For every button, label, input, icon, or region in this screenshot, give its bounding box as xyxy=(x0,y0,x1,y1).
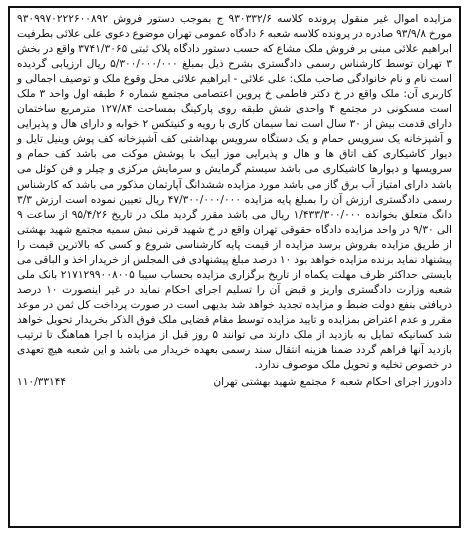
notice-signature: دادورز اجرای احکام شعبه ۶ مجتمع شهید بهشتی تهران xyxy=(213,376,452,389)
notice-body: مزایده اموال غیر منقول پرونده کلاسه ۹۳۰۳۳۲/۶ ج بموجب دستور فروش ۹۳۰۹۹۷۰۲۲۲۶۰۰۸۹۲ مورخ ۹۳/۹/۸ صادره در پرونده کلاسه شعبه ۶ دادگاه عمومی تهران موضوع دعوی علی علائی بطرفیت ابراهیم علائی مبنی بر فروش ملک مشاع که حسب دستور دادگاه پلاک ثبتی ۳۷۴۱/۳۰۶۵ واقع در بخش ۳ تهران توسط کارشناس رسمی دادگستری بشرح ذیل بمبلغ ۵/۳۰۰/۰۰۰/۰۰۰ ریال ارزیابی گردیده است نام و نام خانوادگی صاحب ملک: علی علائی - ابراهیم علائی محل وقوع ملک و توصیف اجمالی و کاربری آن: ملک واقع در خ دکتر فاطمی خ پروین اعتصامی مجتمع شماره ۶ طبقه اول واحد ۳ ملک است مسکونی در مجتمع ۴ واحدی شش طبقه روی پارکینگ بمساحت ۱۲۷/۸۴ مترمربع ساختمان دارای قدمت بیش از ۳۰ سال است نما سیمان کاری با رویه و کنیتکس ۲ خوابه و دارای هال و پذیرایی و آشپزخانه یک سرویس حمام و یک دستگاه سرویس بهداشتی کف آشپزخانه کف پوش وینیل تایل و دیوار کاشیکاری کف اتاق ها و هال و پذیرایی موز اییک با پوشش موکت می باشد کف حمام و سرویسها و دیوارها کاشیکاری می باشد سیستم گرمایش و سرمایش مرکزی و چیلر و فن کوئل می باشد دارای امتیاز آب برق گاز می باشد مورد مزایده ششدانگ آپارتمان مذکور می باشد که کارشناس رسمی دادگستری ارزش آن را بمبلغ پایه مزایده ۴۷/۳۰۰/۰۰۰/۰۰۰ ریال تعیین نموده است ارزش ۳/۳ دانگ متعلق بخوانده ۱/۴۳۳/۳۰۰/۰۰۰ ریال می باشد مقرر گردید ملک در تاریخ ۹۵/۴/۲۶ از ساعت ۹ الی ۹/۳۰ در واحد مزایده دادگاه حقوقی تهران واقع در خ شهید قرنی نبش سمیه مجتمع شهید بهشتی از طریق مزایده بفروش برسد مزایده از قیمت پایه کارشناسی شروع و کسی که بالاترین قیمت را پیشنهاد نماید برنده مزایده خواهد بود ۱۰ درصد مبلغ پیشنهادی فی المجلس از خریدار اخذ و الباقی می بایستی حداکثر ظرف مهلت یکماه از تاریخ برگزاری مزایده بحساب سیبا ۲۱۷۱۲۹۹۰۰۸۰۰۵ بانک ملی شعبه وزارت دادگستری واریز و قبض آن را تسلیم اجرای احکام نماید در غیر اینصورت ۱۰ درصد دریافتی بنفع دولت ضبط و مزایده تجدید خواهد شد بدیهی است در صورت پرداخت کل ثمن در موعد مقرر و عدم اعتراض بمزایده و تایید مزایده توسط مقام قضایی ملک فوق الذکر بخریدار تحویل خواهد شد کسانیکه تمایل به بازدید از ملک دارند می توانند ۵ روز قبل از مزایده با اجرا هماهنگ تا ترتیب بازدید آنها فراهم گردد ضمنا هزینه انتقال سند رسمی بعهده خریدار می باشد و این شعبه هیچ تعهدی در خصوص تخلیه و تحویل ملک موصوف ندارد. xyxy=(17,13,453,372)
notice-reference-number: ۱۱۰/۳۳۱۴۴ xyxy=(17,376,67,389)
auction-notice xyxy=(8,6,461,528)
notice-footer xyxy=(17,374,452,390)
